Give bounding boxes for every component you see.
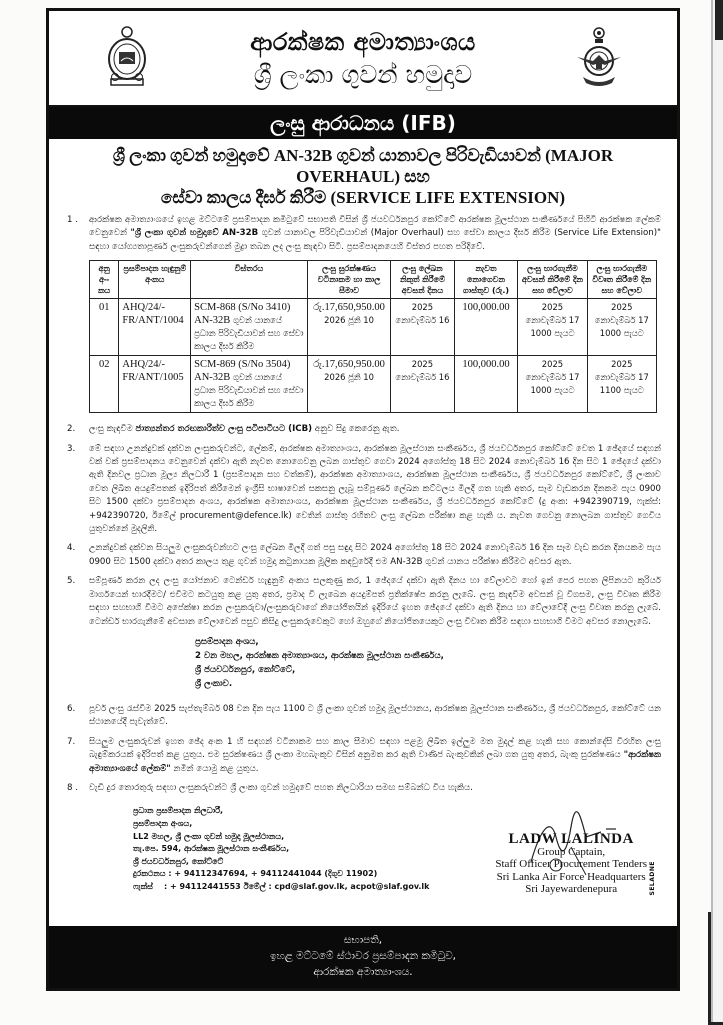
cell-no: 02 bbox=[90, 356, 119, 413]
cell-opening bbox=[587, 299, 656, 356]
closing-datetime: 2025 නොවැම්බර් 17 1000 පැයට bbox=[525, 359, 580, 396]
col-header-no: අනු අං-කය bbox=[90, 261, 119, 299]
issue-close-date: 2025 නොවැම්බර් 16 bbox=[395, 302, 450, 326]
opening-datetime: 2025 නොවැම්බර් 17 1000 පැයට bbox=[594, 302, 649, 339]
closing-datetime: 2025 නොවැම්බර් 17 1000 පැයට bbox=[525, 302, 580, 339]
col-header-bid-security: ලංසු සුරක්ෂණය වටිනාකම හා කාල සීමාව bbox=[307, 261, 390, 299]
contact-block bbox=[133, 805, 429, 893]
paragraph-text bbox=[89, 214, 661, 254]
text-segment: ආරක්ෂක අමාත්‍යාංශයේ ඉහළ මට්ටමේ ප්‍රසම්පාදන කමිටුවේ සභාපති විසින් ශ්‍රී ජයවර්ධනපුර කෝට්ටේ ආරක්ෂක මූලස්ථාන සංකීර්ණයේ පිහිටි ආරක්ෂක ලේකම් වෙනුවෙන් bbox=[89, 215, 661, 239]
cell-issue-close bbox=[391, 356, 454, 413]
issue-close-date: 2025 නොවැම්බර් 16 bbox=[395, 359, 450, 383]
cell-description bbox=[191, 356, 308, 413]
header bbox=[49, 11, 677, 107]
contact-fax-email bbox=[133, 881, 429, 894]
signatory-position: Staff Officer Procurement Tenders bbox=[495, 858, 647, 871]
desc-si: ගුවන් යානයේ ප්‍රධාන පිරිවැඩියාවන් සහ සේවා කාලය දීර්ඝ කිරීම bbox=[194, 315, 304, 352]
scan-page-edge bbox=[711, 0, 723, 1025]
bold-segment: "ශ්‍රී ලංකා ගුවන් හමුදාවේ AN-32B bbox=[130, 228, 259, 239]
notice-title bbox=[65, 145, 661, 208]
cell-closing bbox=[518, 299, 587, 356]
paragraph-6 bbox=[67, 703, 661, 730]
cell-closing bbox=[518, 356, 587, 413]
security-validity: 2026 ජූනි 10 bbox=[324, 315, 374, 326]
security-amount: රු.17,650,950.00 bbox=[313, 359, 385, 371]
paragraph-number: 7. bbox=[67, 736, 76, 747]
ministry-name: ආරක්ෂක අමාත්‍යාංශය bbox=[250, 28, 476, 56]
cell-fee: 100,000.00 bbox=[454, 299, 518, 356]
col-header-issue-close: ලංසු ලේඛන නිකුත් කිරීමේ අවසන් දිනය bbox=[391, 261, 454, 299]
security-amount: රු.17,650,950.00 bbox=[313, 302, 385, 314]
fax-email-value: : + 94112441553 ඊමේල් : cpd@slaf.gov.lk, acpot@slaf.gov.lk bbox=[164, 881, 430, 891]
text-segment: සියලුම ලංසුකරුවන් ඉහත ඡේද අංක 1 හි සඳහන් වටිනාකම සහ කාල සීමාව සඳහා පළමු ලිඛිත ඉල්ලුම මත මුදල් කළ හැකි සහ කොන්දේසි විරහිත ලංසු බැඳුම්කරයක් ඉදිරිපත් කළ යුතුය. එම සුරක්ෂණය ශ්‍රී ලංකා මහබැංකුව විසින් අනුමත කර ඇති වාණිජ බැංකුවකින් ලබා ගත යුතු අතර, බැංකු සුරක්ෂණය bbox=[89, 736, 661, 761]
footer-line: ආරක්ෂක අමාත්‍යාංශය. bbox=[313, 966, 413, 978]
signatory-unit: Sri Lanka Air Force Headquarters bbox=[496, 870, 646, 883]
title-line-2: සේවා කාලය දීර්ඝ කිරීම (SERVICE LIFE EXTENSION) bbox=[160, 188, 566, 207]
bold-segment: ජාත්‍යන්තර තරඟකාරීත්ව ලංසු පටිපාටියට (ICB) bbox=[135, 424, 313, 435]
notice-body bbox=[49, 214, 677, 925]
contact-line: ප්‍රසම්පාදන අංශය, bbox=[133, 818, 193, 828]
col-header-opening: ලංසු භාරගැනීම විවෘත කිරීමේ දින සහ වේලාව bbox=[587, 261, 656, 299]
title-line-1: ශ්‍රී ලංකා ගුවන් හමුදාවේ AN-32B ගුවන් යානාවල පිරිවැඩියාවන් (MAJOR OVERHAUL) සහ bbox=[112, 146, 614, 186]
cell-bid-security bbox=[307, 299, 390, 356]
col-header-fee: නැවත නොගෙවන ගාස්තුව (රු.) bbox=[454, 261, 518, 299]
footer-banner bbox=[49, 926, 677, 988]
cell-no: 01 bbox=[90, 299, 119, 356]
paragraph-number: 4. bbox=[67, 543, 76, 554]
paragraph-number: 5. bbox=[67, 576, 76, 587]
opening-datetime: 2025 නොවැම්බර් 17 1100 පැයට bbox=[594, 359, 649, 396]
contact-line: ශ්‍රී ජයවර්ධනපුර, කෝට්ටේ bbox=[133, 856, 224, 866]
cell-ref: AHQ/24/-FR/ANT/1004 bbox=[119, 299, 191, 356]
paragraph-text bbox=[89, 736, 661, 776]
bold-segment: "ආරක්ෂක අමාත්‍යාංශයේ ලේකම්" bbox=[89, 750, 661, 774]
contact-line: LL2 මහල, ශ්‍රී ලංකා ගුවන් හමුදා මූලස්ථානය, bbox=[133, 831, 285, 841]
cell-opening bbox=[587, 356, 656, 413]
contact-phone bbox=[133, 868, 429, 881]
signoff-section bbox=[67, 805, 661, 925]
security-validity: 2026 ජූනි 10 bbox=[324, 372, 374, 383]
paragraph-number: 3. bbox=[67, 443, 76, 454]
phone-value: : + 94112347694, + 94112441044 (දිගුව 11902) bbox=[168, 869, 378, 879]
paragraph-number: 1 . bbox=[67, 215, 78, 225]
sri-lanka-emblem-icon bbox=[105, 25, 149, 91]
air-force-crest-icon bbox=[577, 25, 621, 91]
signature-block bbox=[495, 833, 647, 896]
paragraph-text: මේ සඳහා උනන්දුවක් දක්වන ලංසුකරුවන්ට, ලේකම්, ආරක්ෂක අමාත්‍යාංශය, ආරක්ෂක මූලස්ථාන සංකීර්ණය, ශ්‍රී ජයවර්ධනපුර කෝට්ටේ වෙත 1 ඡේදයේ සඳහන් වක් වක් ප්‍රසම්පාදනය වෙනුවෙන් දක්වා ඇති නැවත නොගෙවනු ලබන ගාස්තුව ගෙවා 2024 අගෝස්තු 18 සිට 2024 නොවැම්බර් 16 දින සිට 1 ඡේදයේ දක්වා ඇති දිනවල ප්‍රධාන මූල්‍ය නිලධාරී 1 (ප්‍රසම්පාදන සහ වත්කම්), ආරක්ෂක අමාත්‍යාංශය, ආරක්ෂක මූලස්ථාන සංකීර්ණය, ශ්‍රී ජයවර්ධනපුර කෝට්ටේ, ශ්‍රී ලංකාව වෙත ලිඛිත අයදුම්පතක් ඉදිරිපත් කිරීමෙන් ඉංග්‍රීසි භාෂාවෙන් සකසනු ලැබූ සම්පූර්ණ ලේඛන කට්ටලය මිලදී ගත හැකි අතර, සෑම වැඩකරන දිනකම පැය 0900 සිට 1500 දක්වා ප්‍රසම්පාදන අංශය, ආරක්ෂක අමාත්‍යාංශය, ආරක්ෂක මූලස්ථාන සංකීර්ණය, ශ්‍රී ජයවර්ධනපුර කෝට්ටේ (දු අංක: +942390719, ෆැක්ස්: +942390720, ඊමේල් procurement@defence.lk) වෙතින් ගාස්තු රහිතව ලංසු ලේඛන පරීක්ෂා කළ හැකි ය. නැවත ගෙවනු නොලබන ගාස්තුව ගෙවිය යුතුවන්නේ මුදලිනි. bbox=[89, 443, 661, 535]
contact-line: ප්‍රධාන ප්‍රසම්පාදන නිලධාරී, bbox=[133, 806, 224, 816]
col-header-description: විස්තරය bbox=[191, 261, 308, 299]
submission-address bbox=[195, 635, 661, 691]
paragraph-1 bbox=[67, 214, 661, 254]
desc-en: SCM-869 (S/No 3504) AN-32B bbox=[194, 359, 291, 384]
paragraph-8 bbox=[67, 782, 661, 795]
notice-frame bbox=[46, 8, 680, 991]
paragraph-number: 8 . bbox=[67, 782, 78, 793]
address-line: ප්‍රසම්පාදන අංශය, bbox=[195, 636, 259, 647]
table-row bbox=[90, 356, 657, 413]
contact-line: තැ.පෙ. 594, ආරක්ෂක මූලස්ථාන සංකීර්ණය, bbox=[133, 844, 290, 854]
paragraph-3 bbox=[67, 443, 661, 537]
text-segment: ලංසු කැඳවීම bbox=[89, 424, 136, 435]
organization-name: ශ්‍රී ලංකා ගුවන් හමුදාව bbox=[253, 60, 473, 89]
paragraph-text: වැඩි දුර තොරතුරු සඳහා ලංසුකරුවන්ට ශ්‍රී ලංකා ගුවන් හමුදාවේ පහත නිලධාරියා සමඟ සම්බන්ධ විය හැකිය. bbox=[89, 782, 473, 793]
phone-label: දුරකථනය bbox=[133, 869, 166, 879]
paragraph-text bbox=[89, 423, 661, 436]
cell-fee: 100,000.00 bbox=[454, 356, 518, 413]
address-line: ශ්‍රී ලංකාව. bbox=[195, 678, 233, 689]
fax-label: ෆැක්ස් bbox=[133, 881, 153, 891]
paragraph-4 bbox=[67, 542, 661, 569]
desc-en: SCM-868 (S/No 3410) AN-32B bbox=[194, 302, 291, 327]
col-header-closing: ලංසු භාරගැනීම අවසන් කිරීමේ දින සහ වේලාව bbox=[518, 261, 587, 299]
address-line: ශ්‍රී ජයවර්ධනපුර, කෝට්ටේ, bbox=[195, 664, 296, 675]
paragraph-text: සම්පූර්ණ කරන ලද ලංසු යෝජනාව ටෙන්ඩර් හැඳුනුම් අංකය සලකුණු කර, 1 ඡේදයේ දක්වා ඇති දිනය හා වේලාවට හෝ ඉන් පෙර පහත ලිපිනයට කුරියර් මාර්ගයෙන් භාරදීමට/ එවීමට කටයුතු කළ යුතු අතර, ප්‍රමාද වී ලැබෙන අයදුම්පත් ප්‍රතික්ෂේප කරනු ලැබේ. ලංසු කැඳවීම අවසන් වූ විගසම, ලංසු විවෘත කිරීම සඳහා සහභාගි වීමට අපේක්ෂා කරන ලංසුකරුවා/ලංසුකරුවාගේ නියෝජිතයින් ඉදිරියේ ඉහත ඡේදයේ දක්වා ඇති දිනය හා වේලාවේදී ලංසු විවෘත කරනු ලැබේ. ටෙන්ඩර් භාරගැනීමේ අවසාන වේලාවෙන් පසුව කිසිදු ලංසුකරුවෙකුට හෝ ඔහුගේ නියෝජිතයෙකුට ලංසු විවෘත කිරීම සඳහා සහභාගි වීමට අවසර නොලැබේ. bbox=[89, 576, 661, 627]
text-segment: අනුව සිදු කෙරෙනු ඇත. bbox=[312, 424, 400, 435]
col-header-ref: ප්‍රසම්පාදන හැඳුනුම් අංකය bbox=[119, 261, 191, 299]
cell-description bbox=[191, 299, 308, 356]
desc-si: ගුවන් යානයේ ප්‍රධාන පිරිවැඩියාවන් සහ සේවා කාලය දීර්ඝ කිරීම bbox=[194, 372, 304, 409]
cell-issue-close bbox=[391, 299, 454, 356]
signatory-location: Sri Jayewardenepura bbox=[525, 883, 618, 896]
text-segment: නමින් යොමු කළ යුතුය. bbox=[170, 763, 259, 774]
ifb-banner: ලංසු ආරාධනය (IFB) bbox=[49, 107, 677, 139]
paragraph-text: පූර්ව ලංසු රැස්වීම 2025 සැප්තැම්බර් 08 වන දින පැය 1100 ට ශ්‍රී ලංකා ගුවන් හමුදා මූලස්ථානය, ආරක්ෂක මූලස්ථාන සංකීර්ණය, ශ්‍රී ජයවර්ධනපුර, කෝට්ටේ යන ස්ථානයේදී පැවැත්වේ. bbox=[89, 703, 661, 728]
tender-table bbox=[89, 260, 657, 413]
paragraph-7 bbox=[67, 736, 661, 776]
paragraph-number: 6. bbox=[67, 703, 76, 714]
footer-line: සභාපති, bbox=[343, 934, 383, 946]
paragraph-text: උනන්දුවක් දක්වන සියලුම ලංසුකරුවන්හට ලංසු ලේඛන මිලදී ගත් පසු සඳුදා සිට 2024 අගෝස්තු 18 සිට 2024 නොවැම්බර් 16 දින සෑම වැඩ කරන දිනයකම පැය 0900 සිට 1500 දක්වා අතර කාලය තුළ ගුවන් හමුදා කටුනායක මූලික කඳවුරේදී එම AN-32B ගුවන් යානය පරීක්ෂා කිරීමට අවසර ඇත. bbox=[89, 543, 661, 567]
footer-line: ඉහළ මට්ටමේ ස්ථාවර ප්‍රසම්පාදන කමිටුව, bbox=[269, 950, 457, 962]
table-row bbox=[90, 299, 657, 356]
paragraph-number: 2. bbox=[67, 424, 76, 435]
cell-bid-security bbox=[307, 356, 390, 413]
stamp-tag: SELADNE bbox=[648, 861, 656, 896]
paragraph-5 bbox=[67, 575, 661, 629]
table-header-row bbox=[90, 261, 657, 299]
paragraph-2 bbox=[67, 423, 661, 436]
address-line: 2 වන මහල, ආරක්ෂක අමාත්‍යාංශය, ආරක්ෂක මූලස්ථාන සංකීර්ණය, bbox=[195, 650, 444, 661]
text-segment: ගුවන් යානාවල පිරිවැඩියාවන් (Major Overhaul) සහ සේවා කාලය දීර්ඝ කිරීම (Service Life Extension)" සඳහා යෝග්‍යතාපූර්ණ ලංසුකරුවන්ගෙන් මුද්‍රා තබන ලද ලංසු කැඳවා සිටී. ප්‍රසම්පාදනයෙහි විස්තර පහත පරිදිවේ. bbox=[89, 228, 661, 252]
signatory-rank: Group Captain, bbox=[537, 845, 606, 858]
cell-ref: AHQ/24/-FR/ANT/1005 bbox=[119, 356, 191, 413]
signatory-name: LADW LALINDA bbox=[508, 831, 634, 848]
